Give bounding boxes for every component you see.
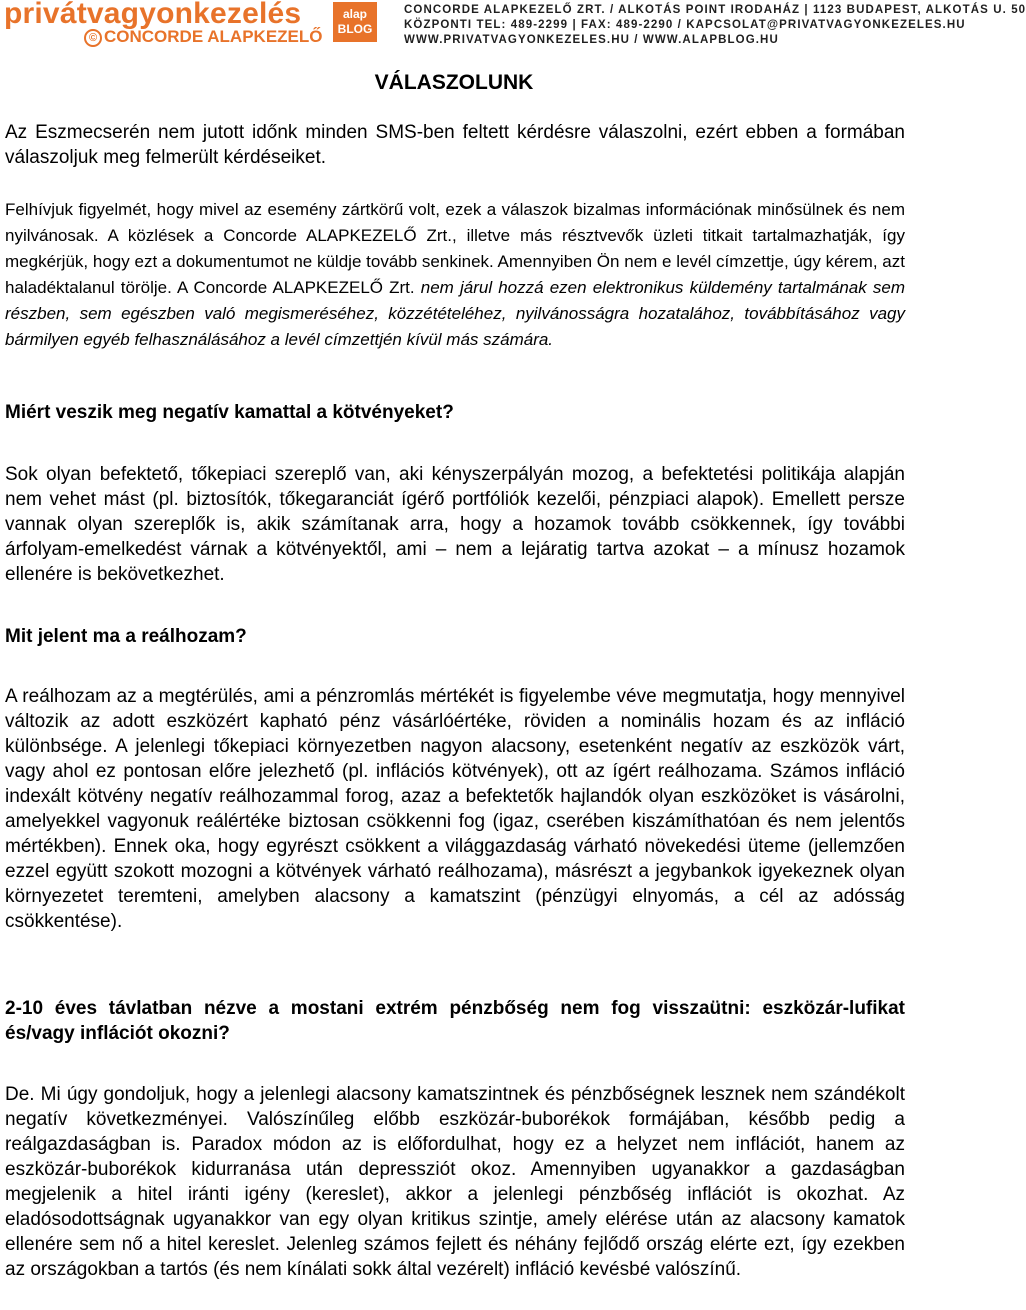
question-2: Mit jelent ma a reálhozam? [5,626,247,647]
question-1: Miért veszik meg negatív kamattal a kötvényeket? [5,402,454,423]
contact-web: WWW.PRIVATVAGYONKEZELES.HU / WWW.ALAPBLOG.HU [404,34,779,46]
intro-paragraph: Az Eszmecserén nem jutott időnk minden SMS-ben feltett kérdésre válaszolni, ezért ebben a formában válaszoljuk meg felmerült kérdéseiket. [5,122,905,168]
brand-subtitle-text: CONCORDE ALAPKEZELŐ [104,27,323,46]
blog-logo-line2: BLOG [337,22,373,36]
disclaimer-text: Felhívjuk figyelmét, hogy mivel az esemény zártkörű volt, ezek a válaszok bizalmas információnak minősülnek és nem nyilvánosak. A közlések a Concorde ALAPKEZELŐ Zrt., illetve más résztvevők üzleti titkait tartalmazhatják, így megkérjük, hogy ezt a dokumentumot ne küldje tovább senkinek. Amennyiben Ön nem e levél címzettje, úgy kérem, azt haladéktalanul törölje. A Concorde ALAPKEZELŐ Zrt. [5,200,905,297]
brand-subtitle [84,28,323,47]
brand-logo [4,0,323,47]
letterhead [0,0,1026,46]
copyright-icon: © [84,29,102,47]
contact-address: CONCORDE ALAPKEZELŐ ZRT. / ALKOTÁS POINT IRODAHÁZ | 1123 BUDAPEST, ALKOTÁS U. 50 [404,4,1026,16]
question-3: 2-10 éves távlatban nézve a mostani extrém pénzbőség nem fog visszaütni: eszközár-lufikat és/vagy inflációt okozni? [5,998,905,1044]
brand-name: privátvagyonkezelés [4,0,302,30]
answer-3: De. Mi úgy gondoljuk, hogy a jelenlegi alacsony kamatszintnek és pénzbőségnek lesznek nem szándékolt negatív következményei. Valószínűleg előbb eszközár-buborékok formájában, később pedig a reálgazdaságban is. Paradox módon az is előfordulhat, hogy ez a helyzet nem inflációt, hanem az eszközár-buborékok kidurranása után depressziót okoz. Amennyiben ugyanakkor a gazdaságban megjelenik a hitel iránti igény (kereslet), akkor a jelenlegi pénzbőség inflációt is okozhat. Az eladósodottságnak ugyanakkor van egy olyan kritikus szintje, amely elérése után az alacsony kamatok ellenére sem nő a hitel kereslet. Jelenleg számos fejlett és néhány fejlődő ország elérte ezt, így ezekben az országokban a tartós (és nem kínálati sokk által vezérelt) infláció kevésbé valószínű. [5,1084,905,1280]
page-title: VÁLASZOLUNK [374,71,534,94]
alapblog-logo [333,2,377,42]
answer-1: Sok olyan befektető, tőkepiaci szereplő van, aki kényszerpályán mozog, a befektetési politikája alapján nem vehet mást (pl. biztosítók, tőkegaranciát ígérő portfóliók kezelői, pénzpiaci alapok). Emellett persze vannak olyan szereplők is, akik számítanak arra, hogy a hozamok tovább csökkennek, így további árfolyam-emelkedést várnak a kötvényektől, ami – nem a lejáratig tartva azokat – a mínusz hozamok ellenére is bekövetkezhet. [5,464,905,585]
contact-info [404,3,1026,48]
answer-2: A reálhozam az a megtérülés, ami a pénzromlás mértékét is figyelembe véve megmutatja, hogy mennyivel változik az adott eszközért kapható pénz vásárlóértéke, röviden a nominális hozam és az infláció különbsége. A jelenlegi tőkepiaci környezetben nagyon alacsony, esetenként negatív az eszközök várt, vagy ahol ez pontosan előre jelezhető (pl. inflációs kötvények), ott az ígért reálhozama. Számos infláció indexált kötvény negatív reálhozammal forog, azaz a befektetők hajlandók olyan eszközöket is vásárolni, amelyekkel vagyonuk reálértéke biztosan csökkenni fog (igaz, cserében kiszámíthatóan és nem jelentős mértékben). Ennek oka, hogy egyrészt csökkent a világgazdaság várható növekedési üteme (jellemzően ezzel együtt szokott mozogni a kötvények várható reálhozama), másrészt a jegybankok igyekeznek olyan környezetet teremteni, amelyben alacsony a kamatszint (pénzügyi elnyomás, a cél az adósság csökkentése). [5,686,905,932]
disclaimer-paragraph [5,197,905,353]
disclaimer-italic-text: nem járul hozzá ezen elektronikus küldemény tartalmának sem részben, sem egészben való megismeréséhez, közzétételéhez, nyilvánosságra hozatalához, továbbításához vagy bármilyen egyéb felhasználásához a levél címzettjén kívül más számára. [5,278,905,349]
contact-phone: KÖZPONTI TEL: 489-2299 | FAX: 489-2290 / KAPCSOLAT@PRIVATVAGYONKEZELES.HU [404,19,966,31]
blog-logo-line1: alap [342,7,367,21]
